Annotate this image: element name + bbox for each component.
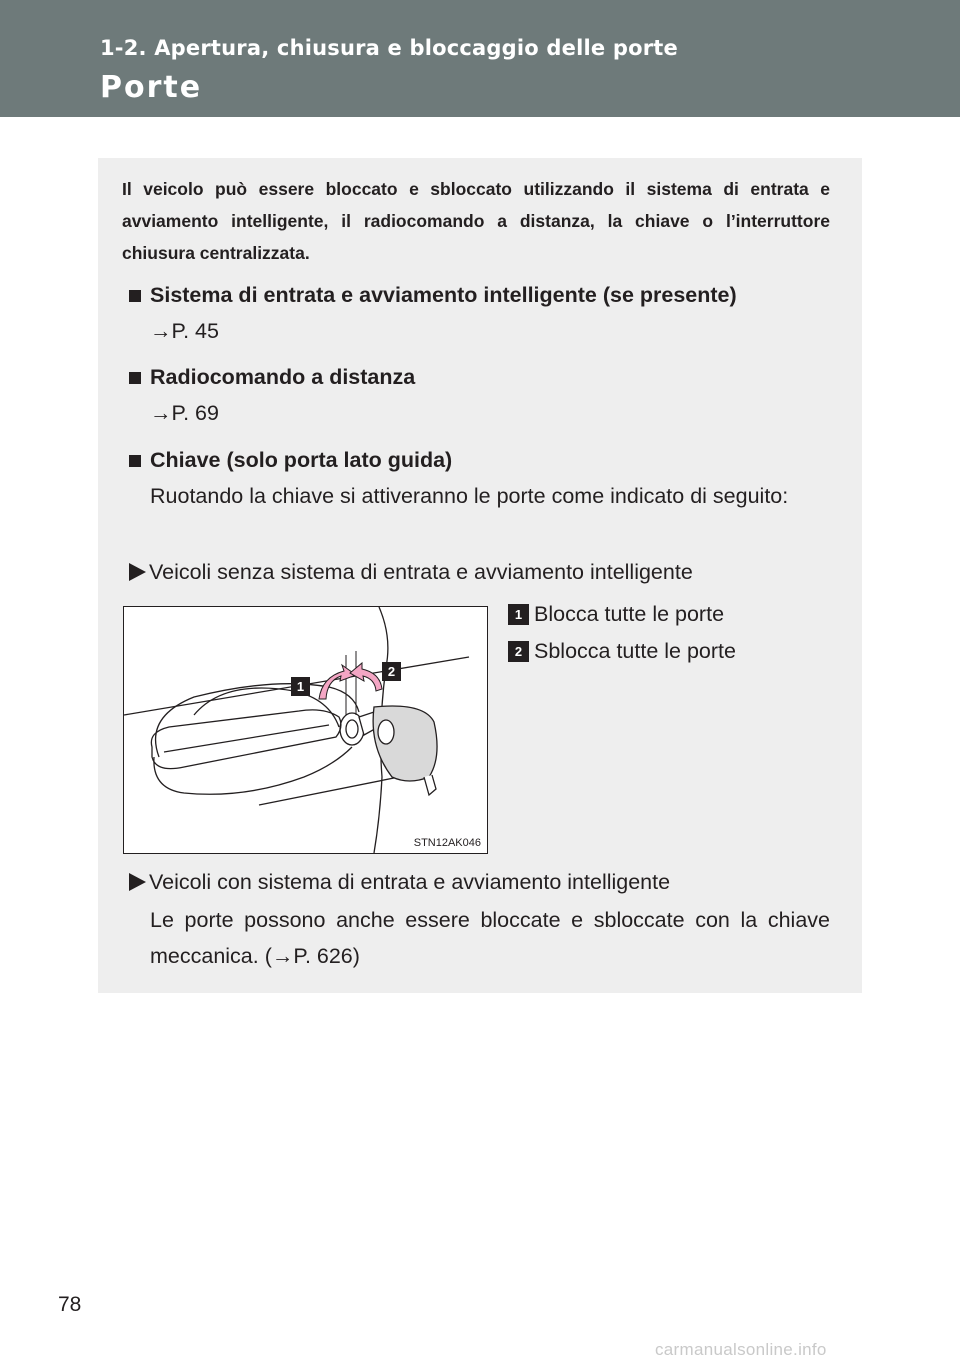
- triangle-bullet-icon: [129, 563, 146, 581]
- variant-label: Veicoli senza sistema di entrata e avviamento intelligente: [149, 560, 693, 584]
- legend-item-unlock: [508, 639, 736, 664]
- legend-item-lock: [508, 602, 724, 627]
- variant-without-smart-entry: [129, 560, 693, 585]
- section-title: 1-2. Apertura, chiusura e bloccaggio delle porte: [100, 36, 678, 60]
- heading-smart-entry: Sistema di entrata e avviamento intelligente (se presente): [150, 283, 737, 307]
- triangle-bullet-icon: [129, 873, 146, 891]
- key-door-illustration: [123, 606, 488, 854]
- legend-label: Blocca tutte le porte: [534, 602, 725, 626]
- page-ref-remote[interactable]: →P. 69: [150, 401, 219, 425]
- bullet-square-icon: [129, 455, 141, 467]
- figure-badge-2: 2: [387, 664, 396, 679]
- heading-remote: Radiocomando a distanza: [150, 365, 416, 389]
- page-title: Porte: [100, 70, 203, 105]
- variant-with-smart-entry: [129, 870, 670, 895]
- intro-paragraph: Il veicolo può essere bloccato e sbloccato utilizzando il sistema di entrata e avviamento intelligente, il radiocomando a distanza, la chiave o l’interruttore chiusura centralizzata.: [122, 179, 830, 263]
- page-number: 78: [58, 1293, 82, 1316]
- page-ref-smart-entry[interactable]: →P. 45: [150, 319, 219, 343]
- rotate-lock-arrow-icon: [319, 665, 356, 699]
- key-description: Ruotando la chiave si attiveranno le porte come indicato di seguito:: [150, 484, 789, 508]
- figure-code: STN12AK046: [413, 837, 481, 849]
- watermark: carmanualsonline.info: [655, 1340, 827, 1359]
- variant-label: Veicoli con sistema di entrata e avviamento intelligente: [149, 870, 671, 894]
- legend-number: 2: [508, 641, 529, 662]
- chapter-header: [0, 0, 960, 117]
- legend-label: Sblocca tutte le porte: [534, 639, 736, 663]
- mechanical-key-note: Le porte possono anche essere bloccate e sbloccate con la chiave meccanica. (→P. 626): [150, 908, 830, 968]
- bullet-square-icon: [129, 372, 141, 384]
- rotate-unlock-arrow-icon: [350, 663, 382, 691]
- bullet-square-icon: [129, 290, 141, 302]
- figure-badge-1: 1: [296, 679, 305, 694]
- door-handle-key-drawing: [124, 607, 487, 853]
- legend-number: 1: [508, 604, 529, 625]
- heading-key: Chiave (solo porta lato guida): [150, 448, 453, 472]
